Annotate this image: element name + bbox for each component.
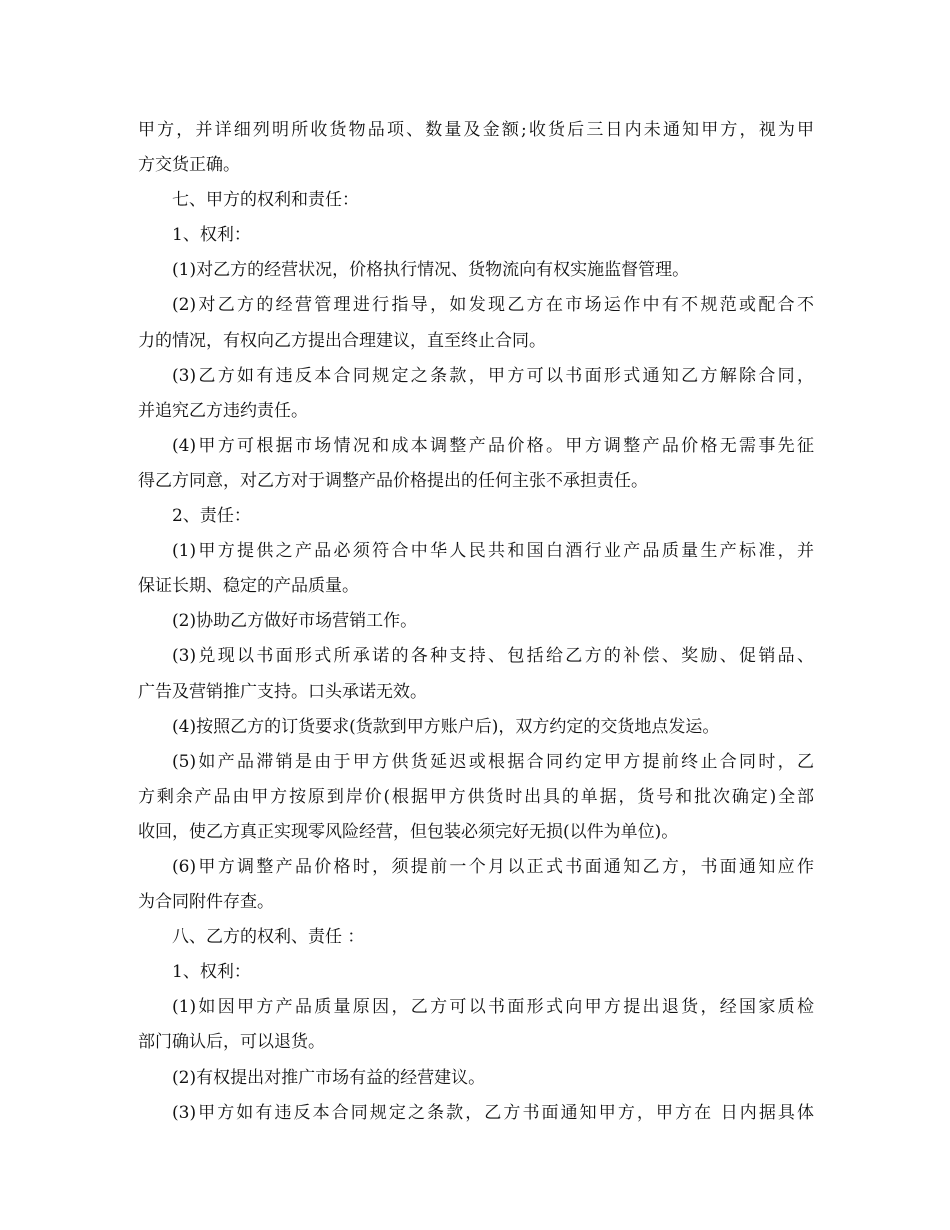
paragraph-line: 方交货正确。 (138, 155, 240, 176)
paragraph-line: (3)甲方如有违反本合同规定之条款，乙方书面通知甲方，甲方在 日内据具体 (172, 1102, 814, 1123)
paragraph-line: (4)按照乙方的订货要求(货款到甲方账户后)，双方约定的交货地点发运。 (172, 716, 720, 737)
paragraph-line: 保证长期、稳定的产品质量。 (138, 576, 359, 597)
subsection-heading: 2、责任： (172, 506, 251, 527)
paragraph-line: (3)乙方如有违反本合同规定之条款，甲方可以书面形式通知乙方解除合同， (172, 365, 814, 386)
paragraph-line: (2)协助乙方做好市场营销工作。 (172, 611, 418, 632)
paragraph-line: 部门确认后，可以退货。 (138, 1032, 325, 1053)
paragraph-line: 甲方，并详细列明所收货物品项、数量及金额;收货后三日内未通知甲方，视为甲 (138, 120, 814, 140)
paragraph-line: (1)甲方提供之产品必须符合中华人民共和国白酒行业产品质量生产标准，并 (172, 541, 814, 562)
paragraph-line: (6)甲方调整产品价格时，须提前一个月以正式书面通知乙方，书面通知应作 (172, 856, 814, 877)
paragraph-line: 力的情况，有权向乙方提出合理建议，直至终止合同。 (138, 330, 546, 351)
subsection-heading: 1、权利： (172, 962, 251, 983)
paragraph-line: 收回，使乙方真正实现零风险经营，但包装必须完好无损(以件为单位)。 (138, 821, 679, 842)
paragraph-line: 广告及营销推广支持。口头承诺无效。 (138, 681, 427, 702)
paragraph-line: (2)有权提出对推广市场有益的经营建议。 (172, 1067, 486, 1088)
subsection-heading: 1、权利： (172, 225, 251, 246)
paragraph-line: (3)兑现以书面形式所承诺的各种支持、包括给乙方的补偿、奖励、促销品、 (172, 646, 814, 667)
paragraph-line: 并追究乙方违约责任。 (138, 400, 308, 421)
paragraph-line: 为合同附件存查。 (138, 892, 274, 913)
paragraph-line: (4)甲方可根据市场情况和成本调整产品价格。甲方调整产品价格无需事先征 (172, 435, 814, 456)
paragraph-line: (1)如因甲方产品质量原因，乙方可以书面形式向甲方提出退货，经国家质检 (172, 997, 814, 1018)
paragraph-line: 得乙方同意，对乙方对于调整产品价格提出的任何主张不承担责任。 (138, 470, 648, 491)
section-heading: 七、甲方的权利和责任： (172, 190, 359, 211)
paragraph-line: (5)如产品滞销是由于甲方供货延迟或根据合同约定甲方提前终止合同时，乙 (172, 751, 814, 772)
paragraph-line: (1)对乙方的经营状况，价格执行情况、货物流向有权实施监督管理。 (172, 260, 690, 281)
paragraph-line: (2)对乙方的经营管理进行指导，如发现乙方在市场运作中有不规范或配合不 (172, 295, 814, 316)
paragraph-line: 方剩余产品由甲方按原到岸价(根据甲方供货时出具的单据，货号和批次确定)全部 (138, 786, 814, 807)
document-body (138, 113, 814, 1131)
section-heading: 八、乙方的权利、责任 ： (172, 927, 365, 948)
